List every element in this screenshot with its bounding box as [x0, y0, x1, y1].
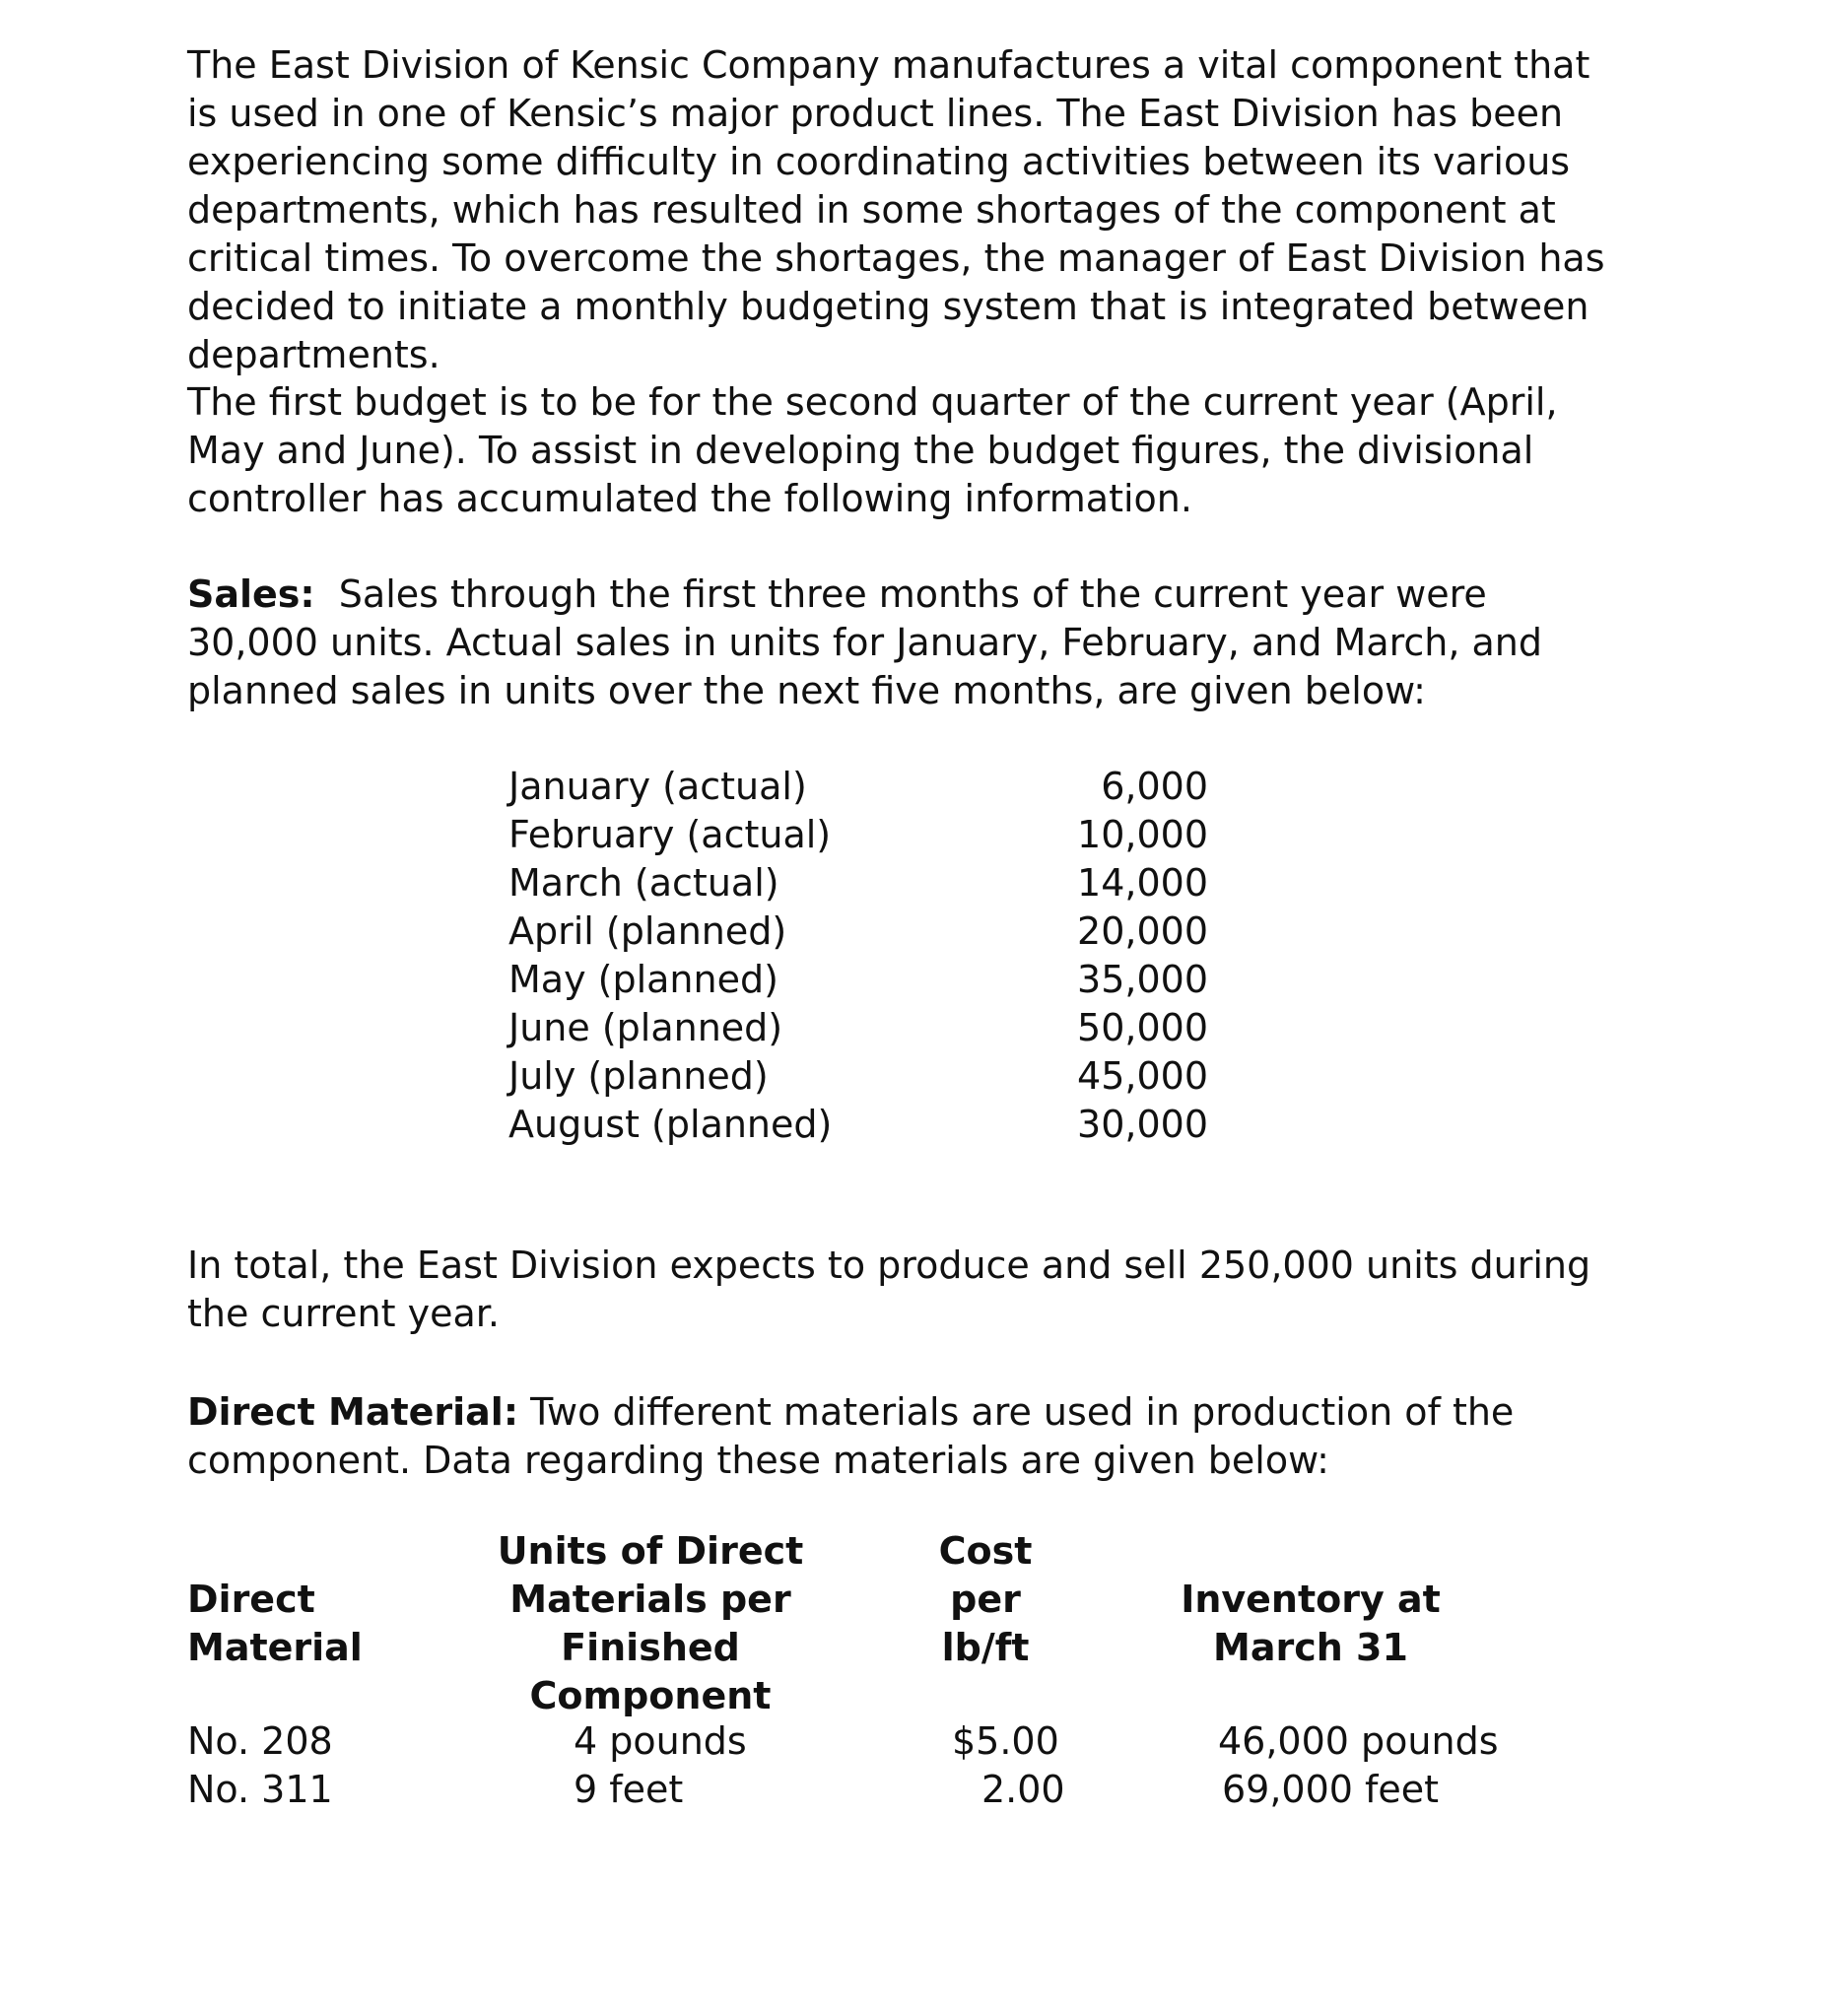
sales-row	[508, 907, 1208, 956]
sales-month: April (planned)	[508, 909, 787, 953]
sales-units: 35,000	[1077, 958, 1208, 1001]
sales-row	[508, 1052, 1208, 1101]
sales-label: Sales:	[187, 572, 315, 616]
total-paragraph: In total, the East Division expects to produce and sell 250,000 units during the current year.	[187, 1243, 1591, 1335]
sales-paragraph	[187, 571, 1626, 715]
header-line: Materials per	[509, 1578, 791, 1621]
header-cost	[916, 1527, 1054, 1672]
header-line: Material	[187, 1626, 363, 1669]
header-line: Cost	[938, 1529, 1033, 1573]
header-line: Inventory at	[1181, 1578, 1441, 1621]
intro-paragraph: The East Division of Kensic Company manufactures a vital component that is used in one of Kensic’s major product lines. The East Division has been experiencing some difficulty in coordinating activities between its various departments, which has resulted in some shortages of the component at critical times. To overcome the shortages, the manager of East Division has decided to initiate a monthly budgeting system that is integrated between departments.	[187, 43, 1605, 376]
sales-month: May (planned)	[508, 958, 778, 1001]
sales-units: 14,000	[1077, 861, 1208, 905]
material-cost: $5.00	[952, 1719, 1059, 1763]
header-units	[443, 1527, 857, 1720]
header-line: Finished Component	[529, 1626, 772, 1717]
sales-units: 30,000	[1077, 1103, 1208, 1146]
sales-text: Sales through the first three months of the current year were 30,000 units. Actual sales in units for January, February, and March, and planned sales in units over the next five months, are given below:	[187, 572, 1543, 712]
sales-row	[508, 1004, 1208, 1052]
header-line: per	[950, 1578, 1021, 1621]
sales-row	[508, 1101, 1208, 1149]
material-name: No. 311	[187, 1768, 333, 1811]
sales-month: February (actual)	[508, 813, 832, 856]
sales-month: August (planned)	[508, 1103, 833, 1146]
sales-month: June (planned)	[508, 1006, 783, 1049]
sales-row	[508, 811, 1208, 859]
sales-units: 45,000	[1077, 1054, 1208, 1098]
sales-month: January (actual)	[508, 765, 807, 808]
header-material	[187, 1576, 363, 1672]
direct-material-label: Direct Material:	[187, 1390, 519, 1434]
direct-material-paragraph	[187, 1388, 1626, 1485]
header-line: Units of Direct	[497, 1529, 804, 1573]
sales-row	[508, 859, 1208, 907]
header-line: March 31	[1213, 1626, 1408, 1669]
sales-table	[508, 763, 1208, 1149]
material-inventory: 46,000 pounds	[1218, 1719, 1499, 1763]
sales-row	[508, 763, 1208, 811]
sales-units: 20,000	[1077, 909, 1208, 953]
header-line: Direct	[187, 1578, 315, 1621]
material-cost: 2.00	[981, 1768, 1065, 1811]
sales-month: March (actual)	[508, 861, 779, 905]
sales-month: July (planned)	[508, 1054, 769, 1098]
material-units: 9 feet	[574, 1768, 684, 1811]
direct-material-text: Two different materials are used in production of the component. Data regarding these materials are given below:	[187, 1390, 1515, 1482]
sales-units: 6,000	[1101, 765, 1208, 808]
sales-units: 50,000	[1077, 1006, 1208, 1049]
material-inventory: 69,000 feet	[1222, 1768, 1440, 1811]
sales-row	[508, 956, 1208, 1004]
budget-paragraph: The first budget is to be for the second quarter of the current year (April, May and June). To assist in developing the budget figures, the divisional controller has accumulated the following information.	[187, 380, 1558, 520]
material-name: No. 208	[187, 1719, 333, 1763]
header-inventory	[1173, 1576, 1449, 1672]
header-line: lb/ft	[941, 1626, 1030, 1669]
sales-units: 10,000	[1077, 813, 1208, 856]
material-units: 4 pounds	[574, 1719, 747, 1763]
